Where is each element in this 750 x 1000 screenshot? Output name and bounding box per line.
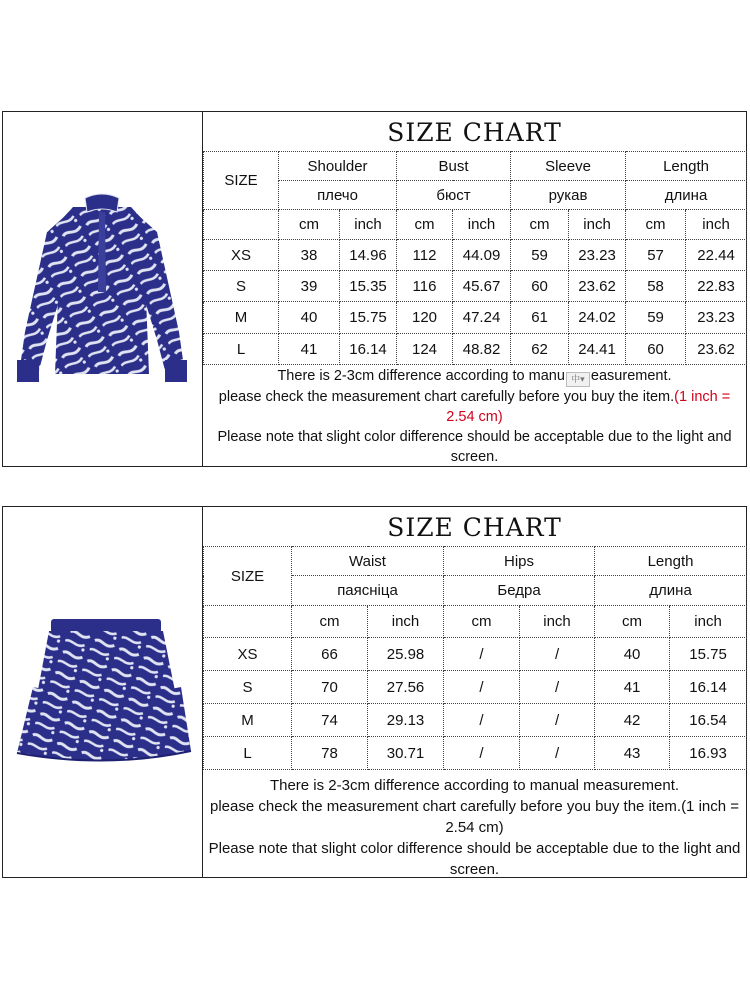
- length-header: Length: [626, 152, 747, 181]
- shoulder-ru-header: плечо: [279, 181, 397, 210]
- value-cell: 70: [292, 671, 368, 704]
- note-text: please check the measurement chart carefully before you buy the item.: [218, 389, 675, 405]
- value-cell: 59: [511, 240, 569, 271]
- unit-cm: cm: [279, 210, 340, 240]
- value-cell: 57: [626, 240, 686, 271]
- length-ru-header: длина: [595, 576, 747, 606]
- inch-conversion-note: (1 inch = 2.54 cm): [446, 389, 731, 425]
- value-cell: 116: [397, 271, 453, 302]
- value-cell: 15.75: [670, 638, 747, 671]
- hips-ru-header: Бедра: [444, 576, 595, 606]
- value-cell: 22.83: [686, 271, 747, 302]
- value-cell: 15.75: [340, 302, 397, 334]
- bust-ru-header: бюст: [397, 181, 511, 210]
- unit-cm: cm: [511, 210, 569, 240]
- blouse-notes: [203, 366, 746, 467]
- waist-header: Waist: [292, 547, 444, 576]
- value-cell: 40: [595, 638, 670, 671]
- unit-cm: cm: [626, 210, 686, 240]
- table-row: [204, 302, 747, 334]
- value-cell: /: [444, 704, 520, 737]
- note-line: please check the measurement chart carefully before you buy the item.(1 inch = 2.54 cm): [209, 798, 740, 836]
- length-header: Length: [595, 547, 747, 576]
- value-cell: /: [520, 737, 595, 770]
- note-line: Please note that slight color difference should be acceptable due to the light and screen.: [208, 840, 741, 878]
- sleeve-ru-header: рукав: [511, 181, 626, 210]
- skirt-size-sheet: [203, 507, 746, 877]
- value-cell: 16.14: [340, 334, 397, 365]
- unit-inch: inch: [670, 606, 747, 638]
- value-cell: /: [520, 704, 595, 737]
- table-row: [204, 638, 747, 671]
- value-cell: 23.62: [569, 271, 626, 302]
- note-line: Please note that slight color difference should be acceptable due to the light and screen.: [217, 429, 732, 465]
- unit-cm: cm: [292, 606, 368, 638]
- unit-cm: cm: [595, 606, 670, 638]
- blouse-size-sheet: [203, 112, 746, 466]
- skirt-photo: [3, 507, 203, 877]
- note-line: [203, 366, 746, 387]
- value-cell: 120: [397, 302, 453, 334]
- skirt-size-card: [2, 506, 747, 878]
- size-cell: M: [204, 704, 292, 737]
- size-cell: XS: [204, 240, 279, 271]
- unit-inch: inch: [453, 210, 511, 240]
- value-cell: /: [444, 671, 520, 704]
- value-cell: 59: [626, 302, 686, 334]
- size-cell: M: [204, 302, 279, 334]
- value-cell: 22.44: [686, 240, 747, 271]
- value-cell: 16.14: [670, 671, 747, 704]
- unit-cm: cm: [444, 606, 520, 638]
- value-cell: 47.24: [453, 302, 511, 334]
- note-line: There is 2-3cm difference according to manual measurement.: [269, 777, 680, 794]
- value-cell: 41: [279, 334, 340, 365]
- table-row: [204, 334, 747, 365]
- value-cell: 24.41: [569, 334, 626, 365]
- input-method-icon: 中▾: [566, 372, 590, 387]
- value-cell: 39: [279, 271, 340, 302]
- value-cell: 23.23: [686, 302, 747, 334]
- waist-ru-header: паясніца: [292, 576, 444, 606]
- value-cell: /: [444, 737, 520, 770]
- note-text: There is 2-3cm difference according to manu: [277, 368, 565, 384]
- value-cell: /: [444, 638, 520, 671]
- size-header: SIZE: [204, 152, 279, 210]
- unit-inch: inch: [368, 606, 444, 638]
- value-cell: 78: [292, 737, 368, 770]
- value-cell: 60: [511, 271, 569, 302]
- blank-cell: [204, 606, 292, 638]
- table-row: [204, 240, 747, 271]
- value-cell: 112: [397, 240, 453, 271]
- value-cell: 14.96: [340, 240, 397, 271]
- table-row: [204, 704, 747, 737]
- value-cell: 44.09: [453, 240, 511, 271]
- value-cell: 45.67: [453, 271, 511, 302]
- value-cell: 24.02: [569, 302, 626, 334]
- size-cell: S: [204, 671, 292, 704]
- size-cell: XS: [204, 638, 292, 671]
- note-text: easurement.: [590, 368, 672, 384]
- unit-inch: inch: [686, 210, 747, 240]
- bust-header: Bust: [397, 152, 511, 181]
- value-cell: 124: [397, 334, 453, 365]
- blouse-size-card: [2, 111, 747, 467]
- value-cell: 27.56: [368, 671, 444, 704]
- value-cell: 58: [626, 271, 686, 302]
- size-chart-title: SIZE CHART: [387, 118, 562, 147]
- value-cell: 48.82: [453, 334, 511, 365]
- value-cell: 30.71: [368, 737, 444, 770]
- note-line: [203, 387, 746, 427]
- skirt-notes: [203, 775, 746, 880]
- table-row: [204, 271, 747, 302]
- unit-inch: inch: [340, 210, 397, 240]
- blouse-size-table: [203, 151, 747, 365]
- size-cell: L: [204, 737, 292, 770]
- value-cell: 15.35: [340, 271, 397, 302]
- skirt-size-table: [203, 546, 747, 770]
- size-chart-title: SIZE CHART: [387, 513, 562, 542]
- value-cell: 25.98: [368, 638, 444, 671]
- value-cell: 29.13: [368, 704, 444, 737]
- value-cell: 41: [595, 671, 670, 704]
- value-cell: 43: [595, 737, 670, 770]
- value-cell: 40: [279, 302, 340, 334]
- value-cell: 23.23: [569, 240, 626, 271]
- value-cell: 61: [511, 302, 569, 334]
- size-header: SIZE: [204, 547, 292, 606]
- value-cell: 74: [292, 704, 368, 737]
- value-cell: 16.93: [670, 737, 747, 770]
- value-cell: /: [520, 671, 595, 704]
- unit-cm: cm: [397, 210, 453, 240]
- value-cell: 42: [595, 704, 670, 737]
- value-cell: 60: [626, 334, 686, 365]
- table-row: [204, 737, 747, 770]
- length-ru-header: длина: [626, 181, 747, 210]
- blouse-photo: [3, 112, 203, 466]
- value-cell: /: [520, 638, 595, 671]
- sleeve-header: Sleeve: [511, 152, 626, 181]
- unit-inch: inch: [569, 210, 626, 240]
- value-cell: 23.62: [686, 334, 747, 365]
- table-row: [204, 671, 747, 704]
- size-cell: S: [204, 271, 279, 302]
- unit-inch: inch: [520, 606, 595, 638]
- value-cell: 62: [511, 334, 569, 365]
- blank-cell: [204, 210, 279, 240]
- hips-header: Hips: [444, 547, 595, 576]
- value-cell: 66: [292, 638, 368, 671]
- value-cell: 16.54: [670, 704, 747, 737]
- shoulder-header: Shoulder: [279, 152, 397, 181]
- size-cell: L: [204, 334, 279, 365]
- value-cell: 38: [279, 240, 340, 271]
